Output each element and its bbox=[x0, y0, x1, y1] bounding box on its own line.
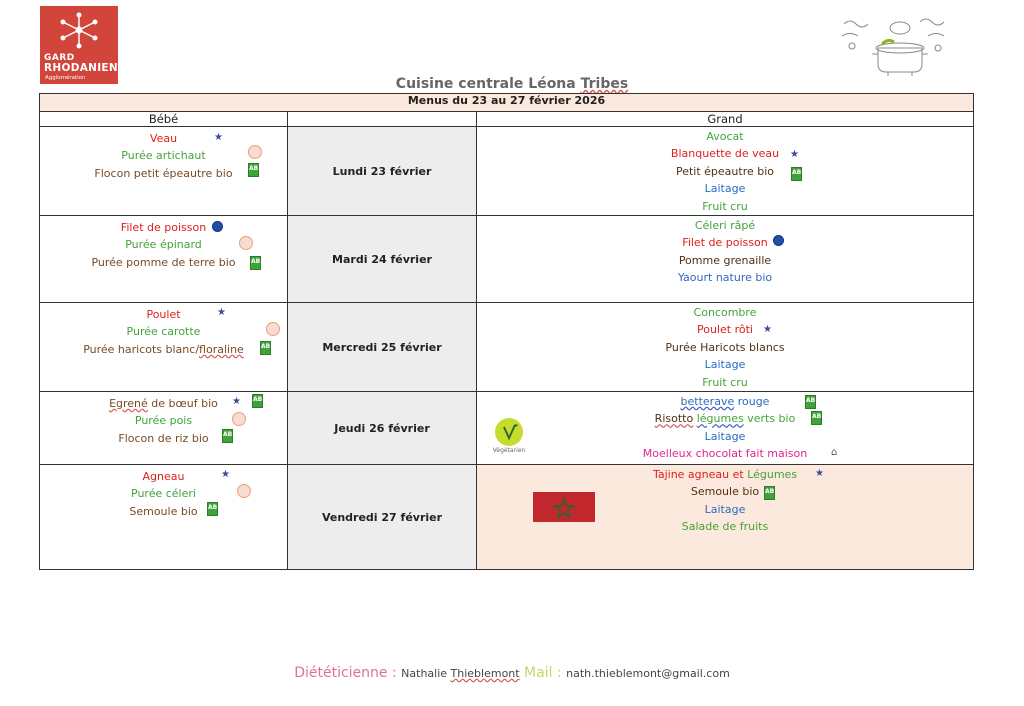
baby-dish-part: Egrené bbox=[109, 397, 148, 411]
dietitian-last-name: Thieblemont bbox=[450, 667, 520, 680]
logo-line-1: GARD bbox=[44, 53, 75, 63]
grand-dish: Céleri râpé bbox=[694, 219, 756, 233]
footer-contact bbox=[0, 665, 1024, 681]
label-rouge-icon: ★ bbox=[763, 324, 772, 336]
grand-dish-part: Tajine agneau et bbox=[652, 468, 748, 482]
baby-dish: Filet de poisson bbox=[120, 221, 207, 235]
organic-ab-icon: AB bbox=[250, 256, 261, 270]
page-title bbox=[0, 76, 1024, 92]
grand-dish: Petit épeautre bio bbox=[675, 164, 775, 178]
label-rouge-icon: ★ bbox=[214, 132, 223, 143]
msc-fish-icon bbox=[773, 235, 784, 246]
grand-dish: Poulet rôti bbox=[697, 323, 753, 337]
grand-menu-cell bbox=[477, 127, 974, 216]
baby-dish: Purée pomme de terre bio bbox=[91, 255, 236, 269]
baby-face-icon bbox=[239, 236, 253, 250]
organic-ab-icon: AB bbox=[764, 486, 775, 500]
baby-menu-cell bbox=[40, 303, 288, 392]
homemade-icon: ⌂ bbox=[831, 447, 838, 459]
baby-dish: Flocon petit épeautre bio bbox=[94, 166, 233, 180]
label-rouge-icon: ★ bbox=[217, 307, 226, 319]
weekly-menu-table bbox=[39, 93, 974, 570]
grand-menu-cell bbox=[477, 216, 974, 303]
baby-dish-part: floraline bbox=[199, 342, 244, 356]
dietitian-label: Diététicienne : bbox=[294, 665, 402, 681]
grand-dish: Moelleux chocolat fait maison bbox=[642, 447, 808, 461]
table-row bbox=[40, 127, 974, 216]
organic-ab-icon: AB bbox=[207, 502, 218, 516]
vegetarian-badge-label: Végétarien bbox=[492, 447, 526, 455]
gard-rhodanien-logo bbox=[40, 6, 118, 84]
grand-dish: Fruit cru bbox=[702, 375, 748, 389]
baby-dish bbox=[40, 395, 287, 412]
column-header-row bbox=[40, 112, 974, 127]
organic-ab-icon: AB bbox=[260, 341, 271, 355]
day-label: Lundi 23 février bbox=[288, 127, 477, 216]
day-label: Jeudi 26 février bbox=[288, 392, 477, 465]
baby-dish: Purée pois bbox=[134, 414, 193, 428]
baby-dish: Purée céleri bbox=[131, 487, 196, 501]
grand-dish bbox=[477, 466, 973, 483]
baby-dish: Flocon de riz bio bbox=[118, 431, 209, 445]
organic-ab-icon: AB bbox=[222, 429, 233, 443]
grand-dish: Salade de fruits bbox=[681, 520, 769, 534]
msc-fish-icon bbox=[212, 221, 223, 232]
baby-dish: Poulet bbox=[146, 308, 181, 322]
baby-face-icon bbox=[248, 145, 262, 159]
menu-week-header-row bbox=[40, 94, 974, 112]
baby-dish: Purée épinard bbox=[125, 238, 202, 252]
grand-dish: Blanquette de veau bbox=[670, 147, 780, 161]
day-label: Vendredi 27 février bbox=[288, 465, 477, 570]
baby-menu-cell bbox=[40, 392, 288, 465]
chef-cooking-pot-icon bbox=[838, 14, 950, 78]
organic-ab-icon: AB bbox=[248, 163, 259, 177]
dietitian-email[interactable]: nath.thieblemont@gmail.com bbox=[566, 667, 730, 680]
baby-menu-cell bbox=[40, 216, 288, 303]
table-row bbox=[40, 392, 974, 465]
title-surname: Tribes bbox=[580, 76, 629, 92]
organic-ab-icon: AB bbox=[805, 395, 816, 409]
grand-dish: Pomme grenaille bbox=[678, 253, 772, 267]
grand-dish-part: Risotto bbox=[654, 412, 694, 426]
label-rouge-icon: ★ bbox=[232, 396, 241, 408]
grand-dish: Concombre bbox=[693, 306, 757, 320]
table-row bbox=[40, 465, 974, 570]
logo-line-2: RHODANIEN bbox=[44, 62, 118, 74]
organic-ab-icon: AB bbox=[811, 411, 822, 425]
day-label: Mercredi 25 février bbox=[288, 303, 477, 392]
grand-dish: Laitage bbox=[704, 182, 746, 196]
baby-dish: Veau bbox=[149, 132, 178, 145]
grand-dish-part: verts bio bbox=[743, 412, 796, 426]
baby-dish: Semoule bio bbox=[129, 504, 198, 518]
label-rouge-icon: ★ bbox=[790, 149, 799, 160]
logo-line-3: Agglomération bbox=[45, 75, 86, 81]
grand-dish: Filet de poisson bbox=[682, 236, 768, 250]
grand-dish-part: rouge bbox=[734, 395, 770, 409]
grand-dish: Purée Haricots blancs bbox=[665, 340, 785, 354]
column-baby-header: Bébé bbox=[40, 112, 288, 127]
grand-dish: Semoule bio bbox=[690, 485, 760, 499]
baby-dish-part: de bœuf bio bbox=[147, 397, 218, 411]
baby-face-icon bbox=[237, 484, 251, 498]
dietitian-first-name: Nathalie bbox=[401, 667, 451, 680]
vegetarian-badge-icon bbox=[495, 418, 523, 446]
day-label: Mardi 24 février bbox=[288, 216, 477, 303]
grand-dish: Laitage bbox=[704, 502, 746, 516]
label-rouge-icon: ★ bbox=[221, 469, 230, 481]
baby-dish bbox=[40, 341, 287, 358]
table-row bbox=[40, 216, 974, 303]
table-row bbox=[40, 303, 974, 392]
grand-dish: Yaourt nature bio bbox=[677, 271, 773, 285]
menu-week-header: Menus du 23 au 27 février 2026 bbox=[40, 94, 974, 112]
grand-menu-cell bbox=[477, 465, 974, 570]
morocco-flag-icon bbox=[533, 492, 595, 522]
baby-dish: Purée carotte bbox=[126, 325, 201, 339]
grand-dish: Avocat bbox=[706, 130, 744, 143]
mail-label: Mail : bbox=[519, 665, 567, 681]
column-day-header bbox=[288, 112, 477, 127]
baby-face-icon bbox=[232, 412, 246, 426]
grand-dish-part: légumes bbox=[696, 412, 744, 426]
baby-face-icon bbox=[266, 322, 280, 336]
grand-dish-part: betterave bbox=[680, 395, 735, 409]
column-grand-header: Grand bbox=[477, 112, 974, 127]
baby-dish-part: Purée haricots blanc/ bbox=[83, 342, 200, 356]
grand-dish: Laitage bbox=[704, 358, 746, 372]
grand-dish: Laitage bbox=[704, 429, 746, 443]
grand-dish-part: Légumes bbox=[747, 468, 798, 482]
grand-dish: Fruit cru bbox=[702, 199, 748, 213]
organic-ab-icon: AB bbox=[252, 394, 263, 408]
grand-menu-cell bbox=[477, 392, 974, 465]
title-text: Cuisine centrale Léona bbox=[395, 76, 581, 92]
grand-dish bbox=[477, 393, 973, 410]
baby-menu-cell bbox=[40, 127, 288, 216]
label-rouge-icon: ★ bbox=[815, 468, 824, 480]
baby-menu-cell bbox=[40, 465, 288, 570]
organic-ab-icon: AB bbox=[791, 167, 802, 181]
grand-dish bbox=[477, 410, 973, 427]
baby-dish: Agneau bbox=[142, 470, 185, 484]
logo-emblem-icon bbox=[50, 8, 108, 54]
grand-menu-cell bbox=[477, 303, 974, 392]
baby-dish: Purée artichaut bbox=[121, 149, 206, 163]
